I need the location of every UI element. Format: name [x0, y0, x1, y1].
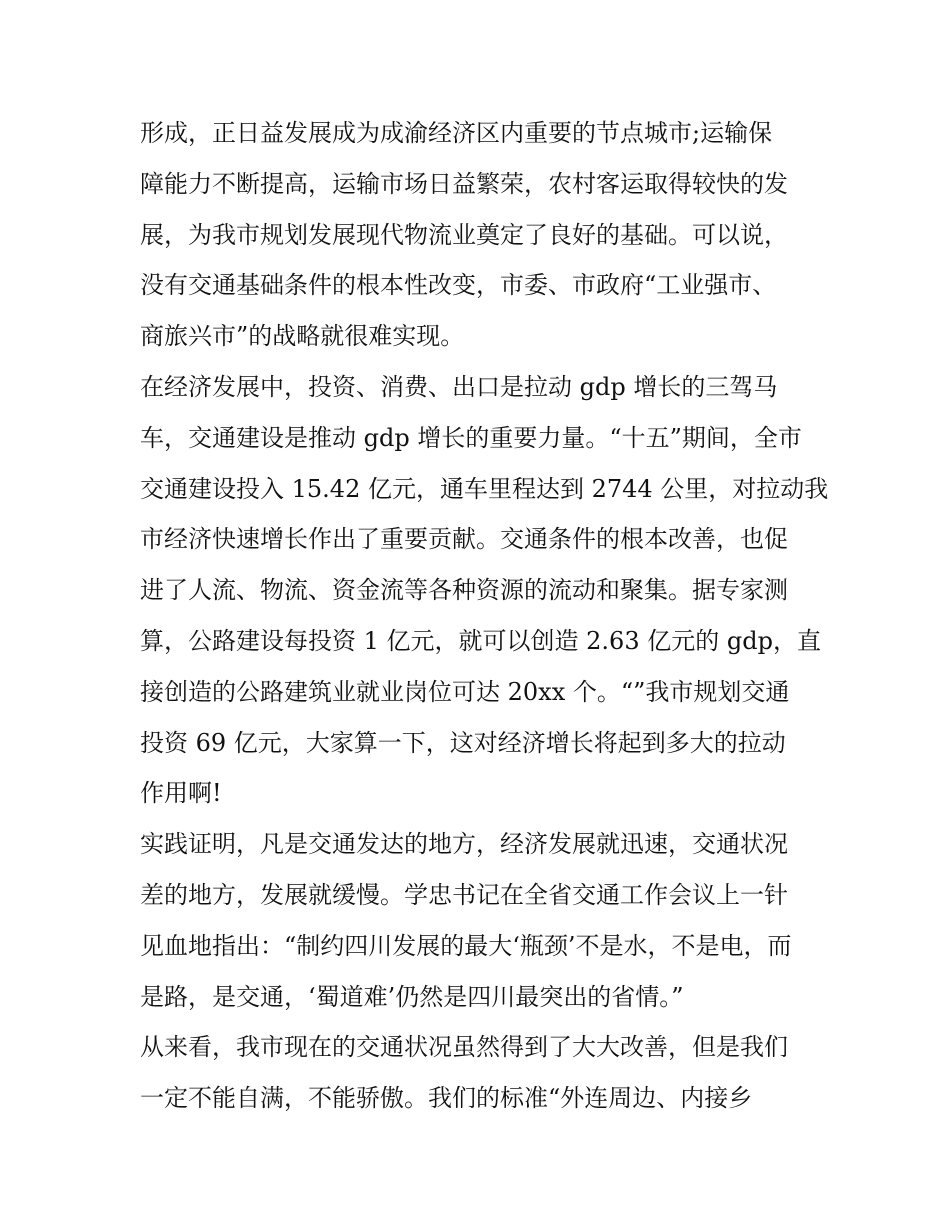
text-line: 一定不能自满，不能骄傲。我们的标准“外连周边、内接乡 [140, 1084, 753, 1113]
text-line: 进了人流、物流、资金流等各种资源的流动和聚集。据专家测 [140, 576, 788, 605]
text-line: 投资 69 亿元，大家算一下，这对经济增长将起到多大的拉动 [140, 728, 786, 757]
body-text [140, 108, 829, 1124]
text-line: 算，公路建设每投资 1 亿元，就可以创造 2.63 亿元的 gdp，直 [140, 626, 821, 655]
text-line: 作用啊! [140, 779, 222, 808]
text-line: 障能力不断提高，运输市场日益繁荣，农村客运取得较快的发 [140, 169, 788, 198]
text-line: 车，交通建设是推动 gdp 增长的重要力量。“十五”期间，全市 [140, 423, 802, 452]
text-line: 商旅兴市”的战略就很难实现。 [140, 322, 465, 351]
text-line: 形成，正日益发展成为成渝经济区内重要的节点城市;运输保 [140, 119, 773, 147]
text-line: 差的地方，发展就缓慢。学忠书记在全省交通工作会议上一针 [140, 880, 788, 909]
text-line: 没有交通基础条件的根本性改变，市委、市政府“工业强市、 [140, 271, 777, 300]
text-line: 展，为我市规划发展现代物流业奠定了良好的基础。可以说， [140, 220, 788, 249]
text-line: 从来看，我市现在的交通状况虽然得到了大大改善，但是我们 [140, 1033, 788, 1062]
text-line: 接创造的公路建筑业就业岗位可达 20xx 个。“”我市规划交通 [140, 677, 790, 706]
text-line: 在经济发展中，投资、消费、出口是拉动 gdp 增长的三驾马 [140, 372, 778, 401]
text-line: 市经济快速增长作出了重要贡献。交通条件的根本改善，也促 [140, 525, 788, 554]
text-line: 见血地指出：“制约四川发展的最大‘瓶颈’不是水，不是电，而 [140, 931, 792, 960]
text-line: 是路，是交通，‘蜀道难’仍然是四川最突出的省情。” [140, 982, 684, 1011]
text-line: 实践证明，凡是交通发达的地方，经济发展就迅速，交通状况 [140, 830, 788, 859]
text-line: 交通建设投入 15.42 亿元，通车里程达到 2744 公里，对拉动我 [140, 474, 829, 503]
